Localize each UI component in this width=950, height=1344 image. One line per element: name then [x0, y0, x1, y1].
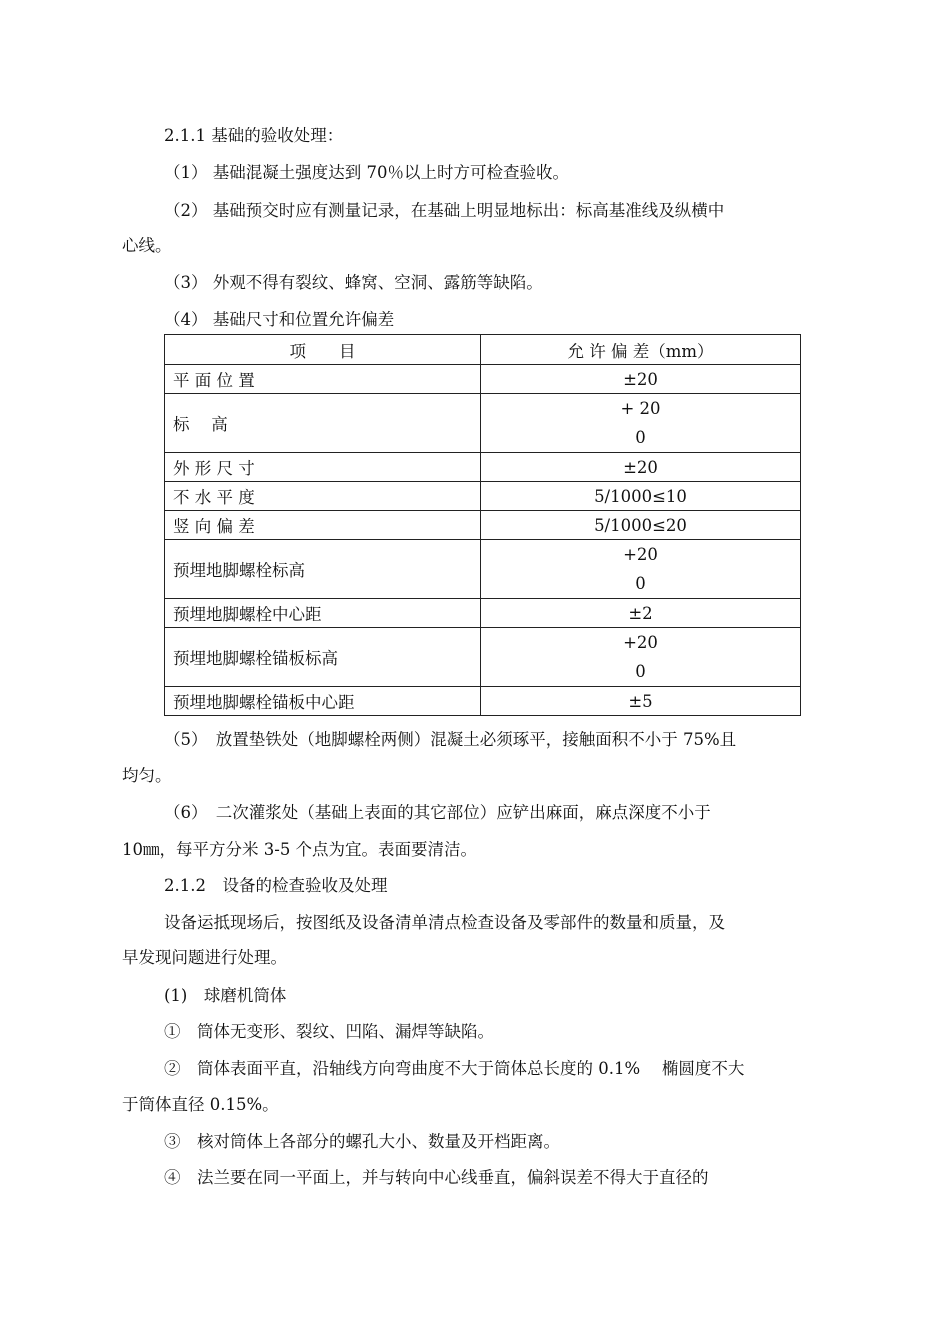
paragraph-circle-4: ④ 法兰要在同一平面上，并与转向中心线垂直，偏斜误差不得大于直径的 [164, 1168, 709, 1187]
paragraph-item-4: （4） 基础尺寸和位置允许偏差 [164, 310, 395, 329]
row-item: 不 水 平 度 [165, 482, 481, 511]
value-upper: +20 [623, 633, 658, 652]
row-item: 外 形 尺 寸 [165, 453, 481, 482]
paragraph-intro-line-1: 设备运抵现场后，按图纸及设备清单清点检查设备及零部件的数量和质量，及 [164, 913, 725, 932]
paragraph-item-6-line-2: 10㎜，每平方分米 3-5 个点为宜。表面要清洁。 [122, 840, 478, 859]
value-upper: + 20 [620, 399, 661, 418]
value-upper: +20 [623, 545, 658, 564]
table-row [165, 540, 801, 599]
header-item: 项 目 [165, 335, 481, 365]
paragraph-item-5-line-2: 均匀。 [122, 766, 172, 785]
table-row [165, 687, 801, 716]
paragraph-item-1: （1） 基础混凝土强度达到 70％以上时方可检查验收。 [164, 163, 569, 182]
paragraph-item-2-line-2: 心线。 [122, 236, 172, 255]
table-row [165, 453, 801, 482]
header-tolerance: 允 许 偏 差（mm） [481, 335, 801, 365]
paragraph-item-5-line-1: （5） 放置垫铁处（地脚螺栓两侧）混凝土必须琢平，接触面积不小于 75%且 [164, 730, 737, 749]
paragraph-circle-2-line-2: 于筒体直径 0.15%。 [122, 1095, 279, 1114]
row-item: 预埋地脚螺栓中心距 [165, 599, 481, 628]
paragraph-item-6-line-1: （6） 二次灌浆处（基础上表面的其它部位）应铲出麻面，麻点深度不小于 [164, 803, 711, 822]
row-value: ±2 [481, 599, 801, 628]
paragraph-circle-1: ① 筒体无变形、裂纹、凹陷、漏焊等缺陷。 [164, 1022, 494, 1041]
table-header-row [165, 335, 801, 365]
section-heading-2-1-1: 2.1.1 基础的验收处理： [164, 126, 344, 145]
row-value: 5/1000≤10 [481, 482, 801, 511]
row-item: 预埋地脚螺栓锚板标高 [165, 628, 481, 687]
value-lower: 0 [635, 428, 646, 447]
table-row [165, 482, 801, 511]
paragraph-intro-line-2: 早发现问题进行处理。 [122, 948, 287, 967]
table-row [165, 511, 801, 540]
value-lower: 0 [635, 662, 646, 681]
row-value [481, 540, 801, 599]
paragraph-item-3: （3） 外观不得有裂纹、蜂窝、空洞、露筋等缺陷。 [164, 273, 543, 292]
row-value [481, 628, 801, 687]
tolerance-table [164, 334, 801, 716]
section-heading-2-1-2: 2.1.2 设备的检查验收及处理 [164, 876, 388, 895]
table-row [165, 394, 801, 453]
paragraph-circle-3: ③ 核对筒体上各部分的螺孔大小、数量及开档距离。 [164, 1132, 560, 1151]
row-item: 预埋地脚螺栓锚板中心距 [165, 687, 481, 716]
row-value: ±20 [481, 365, 801, 394]
table-row [165, 628, 801, 687]
value-lower: 0 [635, 574, 646, 593]
row-item: 标 高 [165, 394, 481, 453]
row-value: ±5 [481, 687, 801, 716]
table-row [165, 599, 801, 628]
paragraph-item-2-line-1: （2） 基础预交时应有测量记录，在基础上明显地标出：标高基准线及纵横中 [164, 201, 725, 220]
table-row [165, 365, 801, 394]
row-item: 平 面 位 置 [165, 365, 481, 394]
row-item: 预埋地脚螺栓标高 [165, 540, 481, 599]
row-value: 5/1000≤20 [481, 511, 801, 540]
row-value [481, 394, 801, 453]
paragraph-circle-2-line-1: ② 筒体表面平直，沿轴线方向弯曲度不大于筒体总长度的 0.1% 椭圆度不大 [164, 1059, 745, 1078]
subheading-ball-mill-cylinder: (1) 球磨机筒体 [164, 986, 287, 1005]
row-item: 竖 向 偏 差 [165, 511, 481, 540]
row-value: ±20 [481, 453, 801, 482]
